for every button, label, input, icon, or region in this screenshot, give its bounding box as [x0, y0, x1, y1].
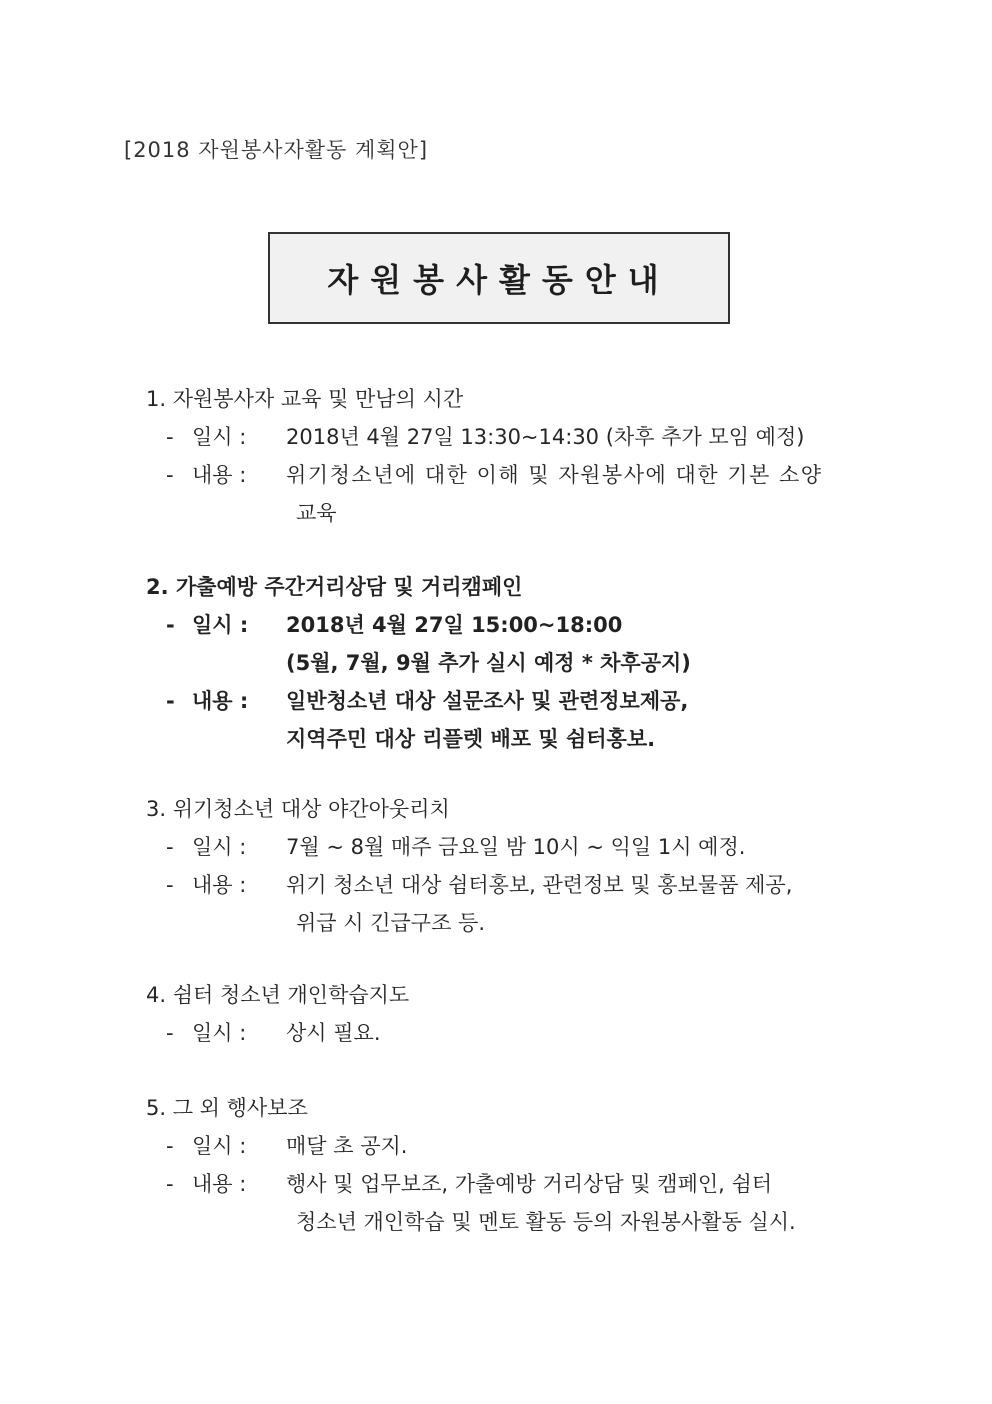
content-item	[146, 456, 906, 532]
item-label: 일시 :	[192, 425, 247, 449]
title-box	[268, 232, 730, 324]
item-value: 위기청소년에 대한 이해 및 자원봉사에 대한 기본 소양	[286, 463, 823, 487]
item-value: 매달 초 공지.	[286, 1134, 408, 1158]
item-continuation: 교육	[296, 501, 337, 525]
dash-marker: -	[166, 425, 174, 449]
section-heading: 2. 가출예방 주간거리상담 및 거리캠페인	[146, 575, 523, 599]
item-value: 2018년 4월 27일 15:00~18:00	[286, 613, 623, 637]
item-value: 일반청소년 대상 설문조사 및 관련정보제공,	[286, 689, 689, 713]
dash-marker: -	[166, 463, 174, 487]
content-item	[146, 682, 906, 758]
dash-marker: -	[166, 873, 174, 897]
item-label: 내용 :	[192, 873, 247, 897]
item-continuation: 청소년 개인학습 및 멘토 활동 등의 자원봉사활동 실시.	[296, 1210, 796, 1234]
item-label: 내용 :	[192, 689, 249, 713]
section-1	[146, 380, 906, 532]
section-3	[146, 790, 906, 942]
section-heading: 1. 자원봉사자 교육 및 만남의 시간	[146, 387, 464, 411]
dash-marker: -	[166, 1172, 174, 1196]
dash-marker: -	[166, 1134, 174, 1158]
content-item	[146, 1165, 906, 1241]
section-5	[146, 1089, 906, 1241]
document-title: 자원봉사활동안내	[327, 261, 671, 299]
dash-marker: -	[166, 835, 174, 859]
section-2	[146, 568, 906, 758]
schedule-item	[146, 828, 906, 866]
dash-marker: -	[166, 1021, 174, 1045]
item-value: 상시 필요.	[286, 1021, 381, 1045]
item-label: 일시 :	[192, 1021, 247, 1045]
item-label: 내용 :	[192, 1172, 247, 1196]
item-continuation: (5월, 7월, 9월 추가 실시 예정 * 차후공지)	[286, 651, 691, 675]
item-continuation: 위급 시 긴급구조 등.	[296, 911, 485, 935]
dash-marker: -	[166, 689, 175, 713]
schedule-item	[146, 418, 906, 456]
item-label: 일시 :	[192, 1134, 247, 1158]
item-label: 일시 :	[192, 835, 247, 859]
item-continuation: 지역주민 대상 리플렛 배포 및 쉼터홍보.	[286, 727, 656, 751]
section-heading: 3. 위기청소년 대상 야간아웃리치	[146, 797, 450, 821]
section-heading: 5. 그 외 행사보조	[146, 1096, 308, 1120]
schedule-item	[146, 1014, 906, 1052]
schedule-item	[146, 606, 906, 682]
dash-marker: -	[166, 613, 175, 637]
item-value: 위기 청소년 대상 쉼터홍보, 관련정보 및 홍보물품 제공,	[286, 873, 793, 897]
section-4	[146, 976, 906, 1052]
item-label: 내용 :	[192, 463, 247, 487]
content-item	[146, 866, 906, 942]
schedule-item	[146, 1127, 906, 1165]
item-value: 7월 ~ 8월 매주 금요일 밤 10시 ~ 익일 1시 예정.	[286, 835, 746, 859]
item-value: 행사 및 업무보조, 가출예방 거리상담 및 캠페인, 쉼터	[286, 1172, 773, 1196]
section-heading: 4. 쉼터 청소년 개인학습지도	[146, 983, 410, 1007]
item-label: 일시 :	[192, 613, 249, 637]
plan-label: [2018 자원봉사자활동 계획안]	[124, 138, 429, 162]
item-value: 2018년 4월 27일 13:30~14:30 (차후 추가 모임 예정)	[286, 425, 805, 449]
